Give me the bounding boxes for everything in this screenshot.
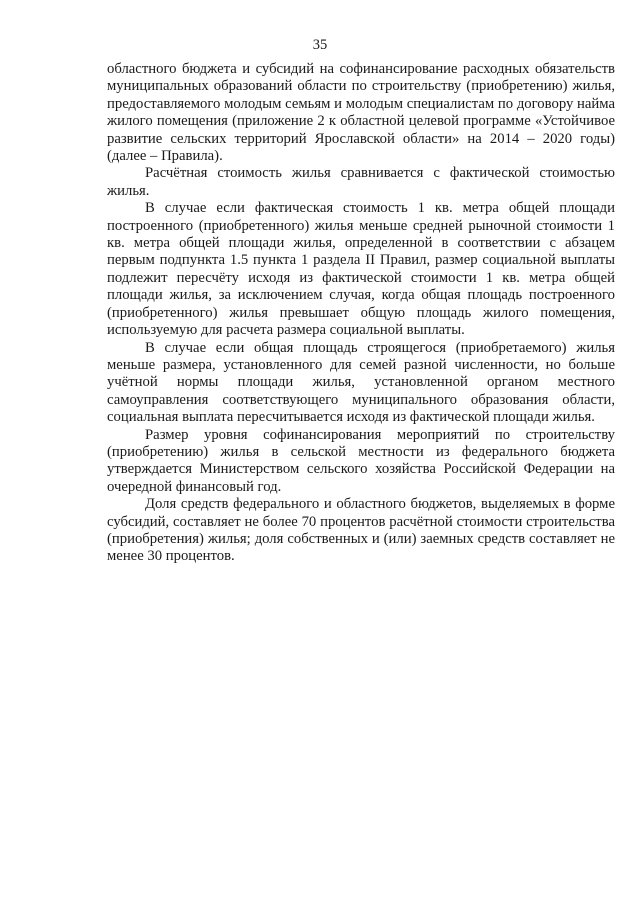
page-number: 35 xyxy=(312,37,328,53)
paragraph-recalculation-area: В случае если общая площадь строящегося (приобретаемого) жилья меньше размера, установленного для семей разной численности, но больше учётной нормы площади жилья, установленной органом местного самоуправления соответствующего муниципального образования области, социальная выплата пересчитывается исходя из фактической площади жилья. xyxy=(107,339,615,426)
document-body xyxy=(107,61,615,566)
paragraph-federal-cofinancing: Размер уровня софинансирования мероприятий по строительству (приобретению) жилья в сельской местности из федерального бюджета утверждается Министерством сельского хозяйства Российской Федерации на очередной финансовый год. xyxy=(107,426,615,495)
paragraph-funding-shares: Доля средств федерального и областного бюджетов, выделяемых в форме субсидий, составляет не более 70 процентов расчётной стоимости строительства (приобретения) жилья; доля собственных и (или) заемных средств составляет не менее 30 процентов. xyxy=(107,496,615,565)
paragraph-cost-comparison: Расчётная стоимость жилья сравнивается с фактической стоимостью жилья. xyxy=(107,165,615,199)
paragraph-continuation: областного бюджета и субсидий на софинансирование расходных обязательств муниципальных образований области по строительству (приобретению) жилья, предоставляемого молодым семьям и молодым специалистам по договору найма жилого помещения (приложение 2 к областной целевой программе «Устойчивое развитие сельских территорий Ярославской области» на 2014 – 2020 годы) (далее – Правила). xyxy=(107,61,615,165)
paragraph-recalculation-cost: В случае если фактическая стоимость 1 кв. метра общей площади построенного (приобретенного) жилья меньше средней рыночной стоимости 1 кв. метра общей площади жилья, определенной в соответствии с абзацем первым подпункта 1.5 пункта 1 раздела II Правил, размер социальной выплаты подлежит пересчёту исходя из фактической стоимости 1 кв. метра общей площади жилья, за исключением случая, когда общая площадь построенного (приобретенного) жилья превышает общую площадь жилого помещения, используемую для расчета размера социальной выплаты. xyxy=(107,200,615,339)
